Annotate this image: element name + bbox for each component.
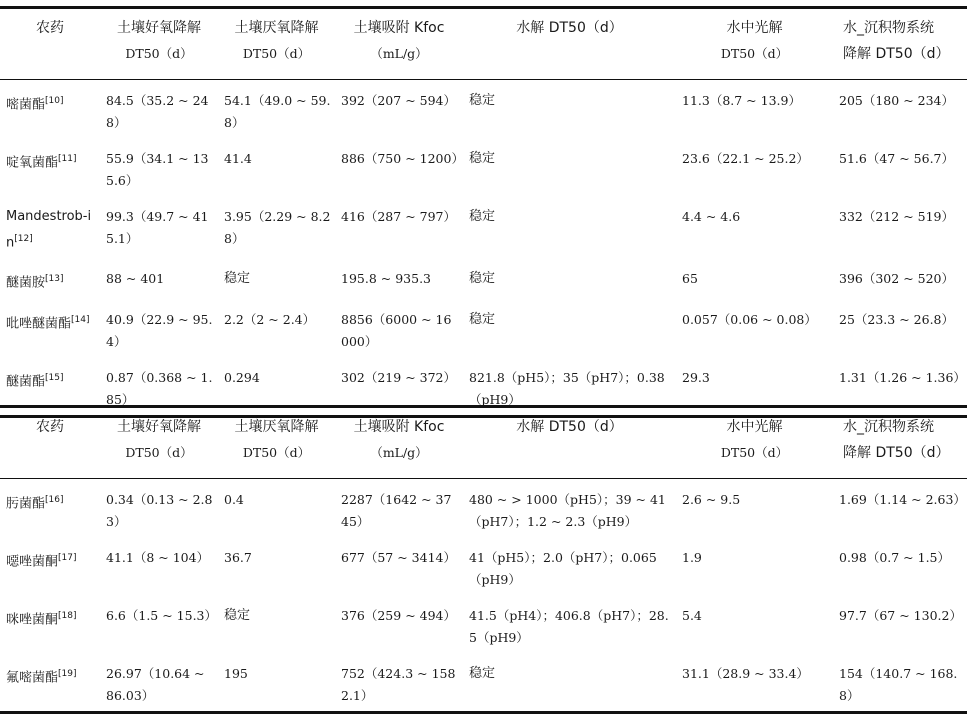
- anaerobic-cell: 2.2（2 ~ 2.4）: [224, 311, 316, 327]
- photolysis-cell: 2.6 ~ 9.5: [682, 492, 741, 507]
- aerobic-cell: 0.34（0.13 ~ 2.83）: [106, 492, 213, 529]
- aerobic-cell: 88 ~ 401: [106, 271, 165, 287]
- sediment-cell: 1.69（1.14 ~ 2.63）: [839, 492, 966, 507]
- header-sediment: 水_沉积物系统 降解 DT50（d）: [843, 419, 950, 461]
- adsorption-cell: 416（287 ~ 797）: [341, 209, 456, 224]
- hydrolysis-cell: 稳定: [469, 93, 496, 108]
- header-aerobic: 土壤好氧降解 DT50（d）: [117, 419, 201, 460]
- hydrolysis-cell: 480 ~ > 1000（pH5）；39 ~ 41（pH7）；1.2 ~ 2.3（pH9）: [469, 492, 666, 529]
- anaerobic-cell: 195: [224, 666, 248, 681]
- anaerobic-cell: 稳定: [224, 608, 251, 623]
- table-row: [0, 595, 967, 653]
- sediment-cell: 97.7（67 ~ 130.2）: [839, 608, 962, 623]
- header-photolysis: 水中光解 DT50（d）: [720, 20, 789, 61]
- photolysis-cell: 0.057（0.06 ~ 0.08）: [682, 311, 817, 327]
- reference-mark: [18]: [58, 611, 77, 621]
- header-row: [0, 8, 967, 80]
- reference-mark: [13]: [45, 274, 64, 285]
- pesticide-name-cell: [0, 537, 100, 595]
- sediment-cell: 396（302 ~ 520）: [839, 271, 954, 287]
- anaerobic-cell: 54.1（49.0 ~ 59.8）: [224, 93, 331, 130]
- photolysis-cell: 31.1（28.9 ~ 33.4）: [682, 666, 809, 681]
- pesticide-name: 嘧菌酯: [6, 97, 46, 113]
- pesticide-name-cell: [0, 653, 100, 713]
- header-sediment: 水_沉积物系统 降解 DT50（d）: [843, 20, 950, 62]
- adsorption-cell: 376（259 ~ 494）: [341, 608, 456, 623]
- anaerobic-cell: 稳定: [224, 271, 251, 287]
- table-row: [0, 258, 967, 298]
- pesticide-name: 咪唑菌酮: [6, 612, 59, 628]
- sediment-cell: 332（212 ~ 519）: [839, 209, 954, 224]
- environment-fate-table-part1: [0, 6, 967, 418]
- reference-mark: [17]: [58, 553, 77, 563]
- table-row: [0, 196, 967, 258]
- adsorption-cell: 677（57 ~ 3414）: [341, 550, 456, 565]
- pesticide-name-cell: [0, 479, 100, 538]
- environment-fate-table-part2: [0, 405, 967, 714]
- adsorption-cell: 302（219 ~ 372）: [341, 369, 456, 385]
- table-row: [0, 653, 967, 713]
- photolysis-cell: 23.6（22.1 ~ 25.2）: [682, 151, 809, 166]
- anaerobic-cell: 0.294: [224, 369, 260, 385]
- adsorption-cell: 392（207 ~ 594）: [341, 93, 456, 108]
- reference-mark: [16]: [45, 495, 64, 505]
- pesticide-name: 醚菌酯: [6, 373, 46, 389]
- hydrolysis-cell: 稳定: [469, 271, 496, 287]
- aerobic-cell: 26.97（10.64 ~ 86.03）: [106, 666, 205, 703]
- header-pesticide: 农药: [36, 419, 64, 435]
- sediment-cell: 154（140.7 ~ 168.8）: [839, 666, 958, 703]
- pesticide-name-cell: [0, 258, 100, 298]
- header-aerobic: 土壤好氧降解 DT50（d）: [117, 20, 201, 61]
- pesticide-name: 吡唑醚菌酯: [6, 315, 72, 331]
- table-row: [0, 80, 967, 139]
- hydrolysis-cell: 稳定: [469, 151, 496, 166]
- photolysis-cell: 4.4 ~ 4.6: [682, 209, 741, 224]
- pesticide-name: 醚菌胺: [6, 275, 46, 291]
- aerobic-cell: 99.3（49.7 ~ 415.1）: [106, 209, 209, 246]
- header-pesticide: 农药: [36, 20, 64, 36]
- aerobic-cell: 55.9（34.1 ~ 135.6）: [106, 151, 209, 188]
- reference-mark: [15]: [45, 372, 64, 383]
- photolysis-cell: 5.4: [682, 608, 702, 623]
- reference-mark: [11]: [58, 154, 77, 164]
- pesticide-name: 啶氧菌酯: [6, 155, 59, 171]
- anaerobic-cell: 3.95（2.29 ~ 8.28）: [224, 209, 331, 246]
- sediment-cell: 0.98（0.7 ~ 1.5）: [839, 550, 951, 565]
- adsorption-cell: 752（424.3 ~ 1582.1）: [341, 666, 456, 703]
- anaerobic-cell: 0.4: [224, 492, 244, 507]
- adsorption-cell: 886（750 ~ 1200）: [341, 151, 464, 166]
- table-row: [0, 299, 967, 357]
- pesticide-name: 肟菌酯: [6, 496, 46, 512]
- pesticide-name: 氟嘧菌酯: [6, 670, 59, 686]
- adsorption-cell: 8856（6000 ~ 16000）: [341, 311, 452, 349]
- sediment-cell: 51.6（47 ~ 56.7）: [839, 151, 954, 166]
- photolysis-cell: 65: [682, 271, 698, 287]
- sediment-cell: 25（23.3 ~ 26.8）: [839, 311, 954, 327]
- table-row: [0, 479, 967, 538]
- photolysis-cell: 29.3: [682, 369, 710, 385]
- photolysis-cell: 11.3（8.7 ~ 13.9）: [682, 93, 801, 108]
- aerobic-cell: 6.6（1.5 ~ 15.3）: [106, 608, 218, 623]
- pesticide-name: Mandestrob-in: [6, 209, 92, 251]
- reference-mark: [12]: [14, 234, 33, 244]
- hydrolysis-cell: 稳定: [469, 666, 496, 681]
- hydrolysis-cell: 稳定: [469, 209, 496, 224]
- header-hydrolysis: 水解 DT50（d）: [516, 20, 623, 36]
- hydrolysis-cell: 41.5（pH4）；406.8（pH7）；28.5（pH9）: [469, 608, 669, 645]
- header-photolysis: 水中光解 DT50（d）: [720, 419, 789, 460]
- adsorption-cell: 2287（1642 ~ 3745）: [341, 492, 452, 529]
- aerobic-cell: 40.9（22.9 ~ 95.4）: [106, 311, 213, 349]
- header-row: [0, 407, 967, 479]
- sediment-cell: 205（180 ~ 234）: [839, 93, 954, 108]
- table-row: [0, 138, 967, 196]
- pesticide-name-cell: [0, 299, 100, 357]
- reference-mark: [10]: [45, 96, 64, 106]
- pesticide-name-cell: [0, 196, 100, 258]
- header-adsorption: 土壤吸附 Kfoc （mL/g）: [353, 419, 445, 460]
- table-row: [0, 537, 967, 595]
- hydrolysis-cell: 稳定: [469, 311, 496, 327]
- pesticide-name-cell: [0, 595, 100, 653]
- adsorption-cell: 195.8 ~ 935.3: [341, 271, 431, 287]
- hydrolysis-cell: 41（pH5）；2.0（pH7）；0.065（pH9）: [469, 550, 657, 587]
- aerobic-cell: 84.5（35.2 ~ 248）: [106, 93, 209, 130]
- pesticide-name: 噁唑菌酮: [6, 554, 59, 570]
- aerobic-cell: 41.1（8 ~ 104）: [106, 550, 210, 565]
- reference-mark: [14]: [71, 314, 90, 325]
- anaerobic-cell: 36.7: [224, 550, 252, 565]
- hydrolysis-cell: 821.8（pH5）；35（pH7）；0.38（pH9）: [469, 369, 665, 407]
- header-anaerobic: 土壤厌氧降解 DT50（d）: [234, 20, 319, 61]
- sediment-cell: 1.31（1.26 ~ 1.36）: [839, 369, 966, 385]
- pesticide-name-cell: [0, 138, 100, 196]
- reference-mark: [19]: [58, 669, 77, 679]
- pesticide-name-cell: [0, 80, 100, 139]
- aerobic-cell: 0.87（0.368 ~ 1.85）: [106, 369, 213, 407]
- header-anaerobic: 土壤厌氧降解 DT50（d）: [234, 419, 319, 460]
- header-hydrolysis: 水解 DT50（d）: [516, 419, 623, 435]
- header-adsorption: 土壤吸附 Kfoc （mL/g）: [353, 20, 445, 61]
- anaerobic-cell: 41.4: [224, 151, 252, 166]
- photolysis-cell: 1.9: [682, 550, 702, 565]
